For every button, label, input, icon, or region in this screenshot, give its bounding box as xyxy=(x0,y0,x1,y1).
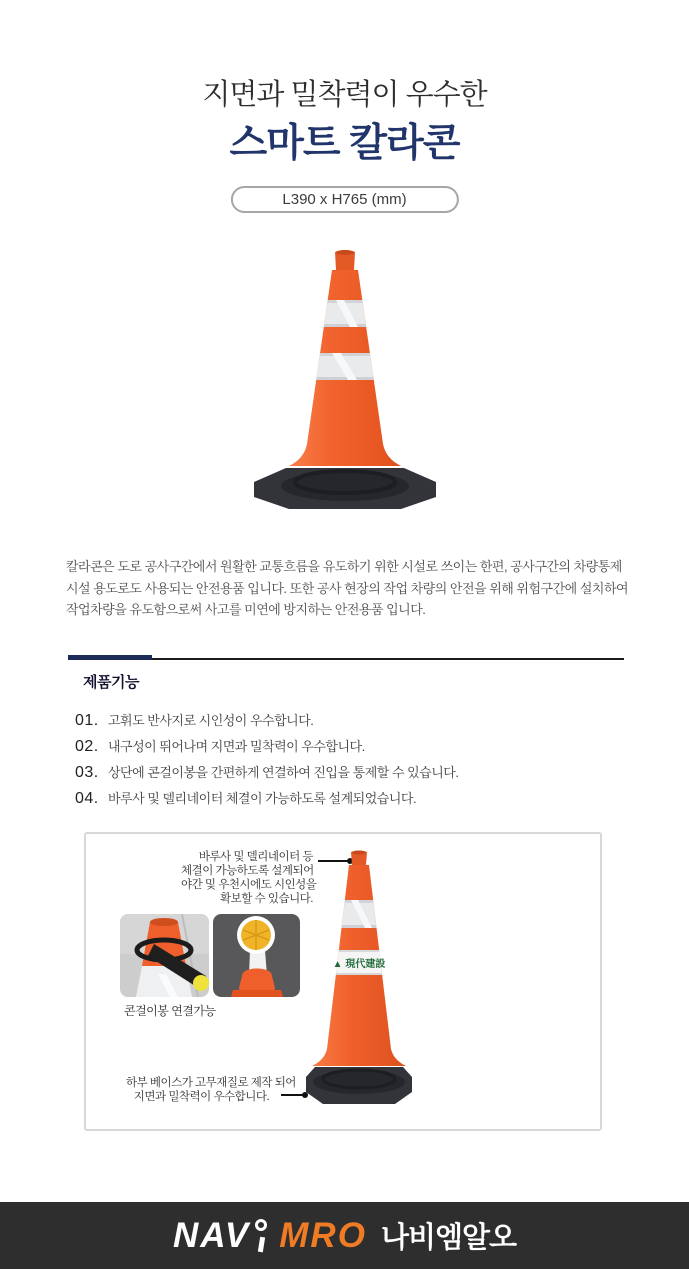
photo-bar-tip xyxy=(193,975,209,991)
product-description xyxy=(66,556,666,621)
features-section-title: 제품기능 xyxy=(83,674,139,691)
annotation-line: 야간 및 우천시에도 시인성을 xyxy=(181,879,317,891)
section-divider-accent xyxy=(68,655,152,660)
cone-bar-photo xyxy=(120,914,209,997)
annotation-line: 바루사 및 델리네이터 등 xyxy=(198,851,313,863)
magnifier-icon xyxy=(252,1217,269,1255)
page-title: 스마트 칼라콘 xyxy=(229,122,460,165)
annotated-cone-image xyxy=(299,846,419,1131)
description-line: 시설 용도로도 사용되는 안전용품 입니다. 또한 공사 현장의 작업 차량의 안전을 위해 위험구간에 설치하여 xyxy=(66,580,629,596)
traffic-cone-image xyxy=(228,248,462,514)
list-item xyxy=(75,710,458,730)
logo-korean-text: 나비엠알오 xyxy=(380,1222,517,1254)
page-subtitle: 지면과 밀착력이 우수한 xyxy=(202,79,487,111)
feature-text: 내구성이 뛰어나며 지면과 밀착력이 우수합니다. xyxy=(108,739,365,754)
description-line: 칼라콘은 도로 공사구간에서 원활한 교통흐름을 유도하기 위한 시설로 쓰이는 한편, 공사구간의 차량통제 xyxy=(66,559,622,574)
top-annotation xyxy=(181,850,317,906)
bottom-annotation xyxy=(126,1077,296,1104)
list-item xyxy=(75,736,458,756)
feature-text: 바루사 및 델리네이터 체결이 가능하도록 설계되었습니다. xyxy=(108,791,417,806)
description-line: 작업차량을 유도함으로써 사고를 미연에 방지하는 안전용품 입니다. xyxy=(66,602,426,617)
feature-text: 상단에 콘걸이봉을 간편하게 연결하여 진입을 통제할 수 있습니다. xyxy=(108,765,459,780)
annotation-line: 하부 베이스가 고무재질로 제작 되어 xyxy=(126,1077,296,1089)
list-item xyxy=(75,788,458,808)
feature-number: 01. xyxy=(75,712,99,729)
feature-text: 고휘도 반사지로 시인성이 우수합니다. xyxy=(108,713,314,728)
annotation-line: 지면과 밀착력이 우수합니다. xyxy=(133,1090,270,1103)
annotation-line: 체결이 가능하도록 설계되어 xyxy=(181,865,314,877)
feature-number: 03. xyxy=(75,764,99,781)
size-badge: L390 x H765 (mm) xyxy=(230,186,458,213)
feature-number: 02. xyxy=(75,738,99,755)
photo-caption: 콘걸이봉 연결가능 xyxy=(124,1004,216,1018)
list-item xyxy=(75,762,458,782)
delineator-photo xyxy=(213,914,300,997)
cone-label: ▲ 現代建設 xyxy=(332,959,386,970)
logo-mro-text: MRO xyxy=(279,1215,367,1255)
features-list xyxy=(75,710,458,814)
feature-number: 04. xyxy=(75,790,99,807)
brand-logo xyxy=(173,1215,516,1256)
footer-bar xyxy=(0,1202,689,1269)
logo-nav-text: NAV xyxy=(172,1215,251,1255)
annotation-line: 확보할 수 있습니다. xyxy=(220,893,313,905)
bottom-leader-dot xyxy=(302,1092,308,1098)
annotated-figure xyxy=(84,832,602,1131)
